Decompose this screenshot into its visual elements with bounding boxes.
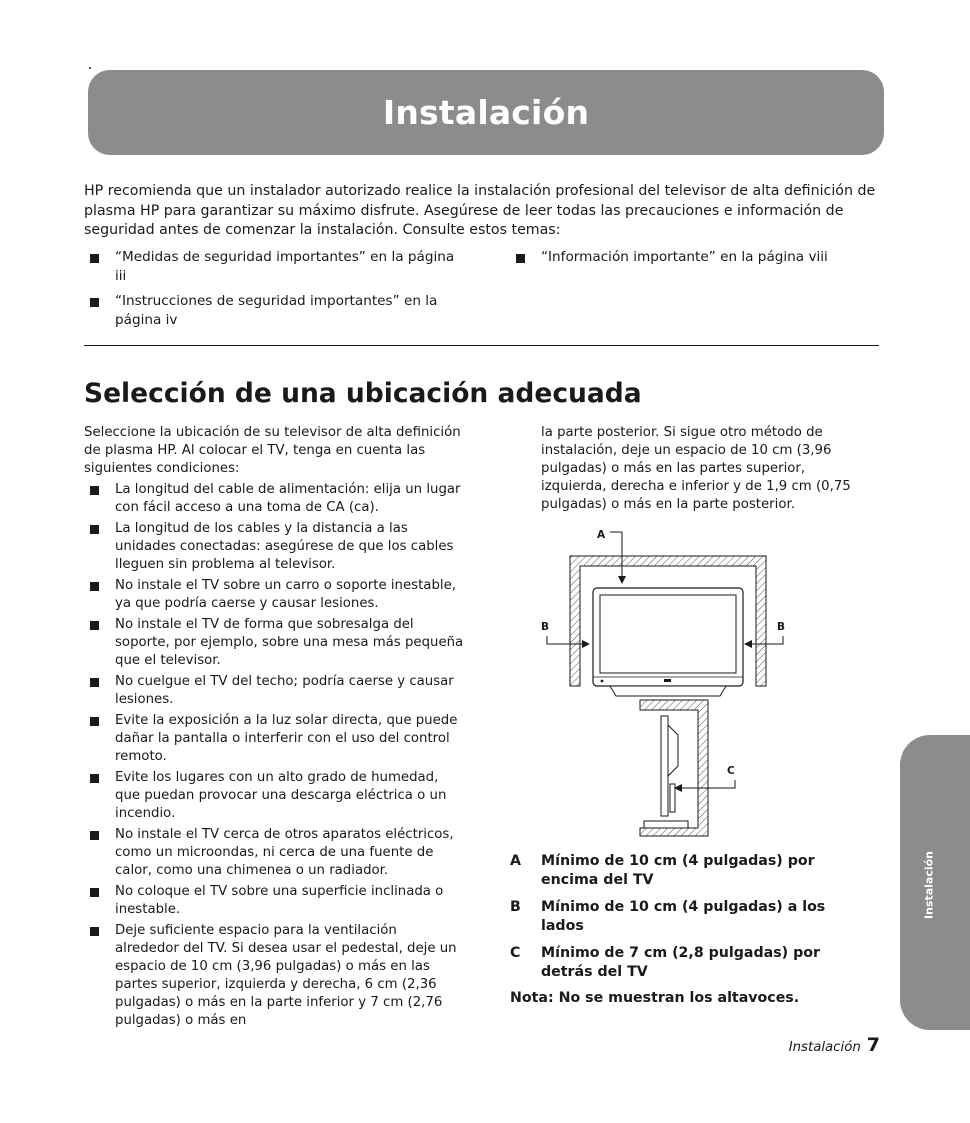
side-view bbox=[640, 700, 735, 836]
reference-list-right bbox=[510, 248, 880, 267]
legend-letter: A bbox=[510, 853, 521, 869]
condition-item bbox=[84, 769, 464, 823]
bullet-square-icon bbox=[516, 254, 525, 263]
bullet-square-icon bbox=[90, 831, 99, 840]
condition-text: La longitud de los cables y la distancia a las unidades conectadas: asegúrese de que los cables lleguen sin problema al televisor. bbox=[115, 521, 454, 572]
reference-item bbox=[84, 248, 464, 286]
chapter-banner bbox=[88, 70, 884, 155]
label-a: A bbox=[597, 529, 606, 541]
condition-item bbox=[84, 481, 464, 517]
label-c: C bbox=[727, 765, 735, 777]
section-divider bbox=[84, 345, 879, 346]
reference-item bbox=[84, 292, 464, 330]
reference-list-left bbox=[84, 248, 464, 336]
condition-text: Deje suficiente espacio para la ventilación alrededor del TV. Si desea usar el pedestal, deje un espacio de 10 cm (3,96 pulgadas) o más en las partes superior, izquierda y derecha, 6 cm (2,36 pulgadas) o más en la parte inferior y 7 cm (2,76 pulgadas) o más en bbox=[115, 923, 457, 1028]
page-footer bbox=[700, 1034, 880, 1056]
condition-item bbox=[84, 883, 464, 919]
bullet-square-icon bbox=[90, 717, 99, 726]
legend-letter: C bbox=[510, 945, 521, 961]
reference-text: “Información importante” en la página viii bbox=[541, 249, 828, 265]
condition-item bbox=[84, 520, 464, 574]
legend-item bbox=[510, 944, 860, 982]
condition-item bbox=[84, 673, 464, 709]
condition-text: No coloque el TV sobre una superficie inclinada o inestable. bbox=[115, 884, 444, 917]
footer-label: Instalación bbox=[788, 1040, 861, 1055]
bullet-square-icon bbox=[90, 525, 99, 534]
continuation-paragraph: la parte posterior. Si sigue otro método de instalación, deje un espacio de 10 cm (3,96 pulgadas) o más en las partes superior, izquierda, derecha e inferior y de 1,9 cm (0,75 pulgadas) o más en la parte posterior. bbox=[541, 425, 851, 512]
condition-text: La longitud del cable de alimentación: elija un lugar con fácil acceso a una toma de CA (ca). bbox=[115, 482, 461, 515]
condition-text: No instale el TV sobre un carro o soporte inestable, ya que podría caerse y causar lesiones. bbox=[115, 578, 456, 611]
chapter-side-tab[interactable] bbox=[900, 735, 970, 1030]
bullet-square-icon bbox=[90, 582, 99, 591]
reference-text: “Medidas de seguridad importantes” en la página iii bbox=[115, 249, 455, 284]
bullet-square-icon bbox=[90, 254, 99, 263]
legend-text: Mínimo de 10 cm (4 pulgadas) a los lados bbox=[541, 899, 826, 934]
bullet-square-icon bbox=[90, 678, 99, 687]
bullet-square-icon bbox=[90, 888, 99, 897]
front-view bbox=[547, 532, 786, 696]
condition-item bbox=[84, 577, 464, 613]
bullet-square-icon bbox=[90, 774, 99, 783]
condition-text: No instale el TV cerca de otros aparatos eléctricos, como un microondas, ni cerca de una fuente de calor, como una chimenea o un radiador. bbox=[115, 827, 454, 878]
bullet-square-icon bbox=[90, 298, 99, 307]
figure-legend bbox=[510, 852, 860, 990]
chapter-title: Instalación bbox=[382, 93, 590, 132]
legend-letter: B bbox=[510, 899, 521, 915]
label-b-left: B bbox=[541, 621, 550, 633]
condition-item bbox=[84, 712, 464, 766]
condition-item bbox=[84, 826, 464, 880]
intro-paragraph: HP recomienda que un instalador autorizado realice la instalación profesional del televisor de alta definición de plasma HP para garantizar su máximo disfrute. Asegúrese de leer todas las precauciones e información de seguridad antes de comenzar la instalación. Consulte estos temas: bbox=[84, 183, 876, 238]
condition-item bbox=[84, 922, 464, 1030]
reference-item bbox=[510, 248, 880, 267]
bullet-square-icon bbox=[90, 486, 99, 495]
label-b-right: B bbox=[777, 621, 786, 633]
conditions-list bbox=[84, 481, 464, 1033]
figure-note: Nota: No se muestran los altavoces. bbox=[510, 990, 800, 1006]
clearance-diagram bbox=[530, 520, 786, 840]
legend-text: Mínimo de 7 cm (2,8 pulgadas) por detrás del TV bbox=[541, 945, 820, 980]
condition-text: Evite la exposición a la luz solar directa, que puede dañar la pantalla o interferir con el uso del control remoto. bbox=[115, 713, 458, 764]
page-number: 7 bbox=[866, 1034, 880, 1056]
tv-side-icon bbox=[661, 716, 668, 816]
legend-text: Mínimo de 10 cm (4 pulgadas) por encima del TV bbox=[541, 853, 815, 888]
bullet-square-icon bbox=[90, 927, 99, 936]
condition-item bbox=[84, 616, 464, 670]
legend-item bbox=[510, 852, 860, 890]
bullet-square-icon bbox=[90, 621, 99, 630]
section-intro: Seleccione la ubicación de su televisor de alta definición de plasma HP. Al colocar el TV, tenga en cuenta las siguientes condiciones: bbox=[84, 425, 461, 476]
side-tab-label: Instalación bbox=[922, 850, 936, 920]
condition-text: Evite los lugares con un alto grado de humedad, que puedan provocar una descarga eléctrica o un incendio. bbox=[115, 770, 447, 821]
section-title: Selección de una ubicación adecuada bbox=[84, 378, 642, 409]
condition-text: No instale el TV de forma que sobresalga del soporte, por ejemplo, sobre una mesa más pequeña que el televisor. bbox=[115, 617, 464, 668]
reference-text: “Instrucciones de seguridad importantes” en la página iv bbox=[115, 293, 438, 328]
print-mark bbox=[89, 67, 91, 69]
legend-item bbox=[510, 898, 860, 936]
condition-text: No cuelgue el TV del techo; podría caerse y causar lesiones. bbox=[115, 674, 454, 707]
